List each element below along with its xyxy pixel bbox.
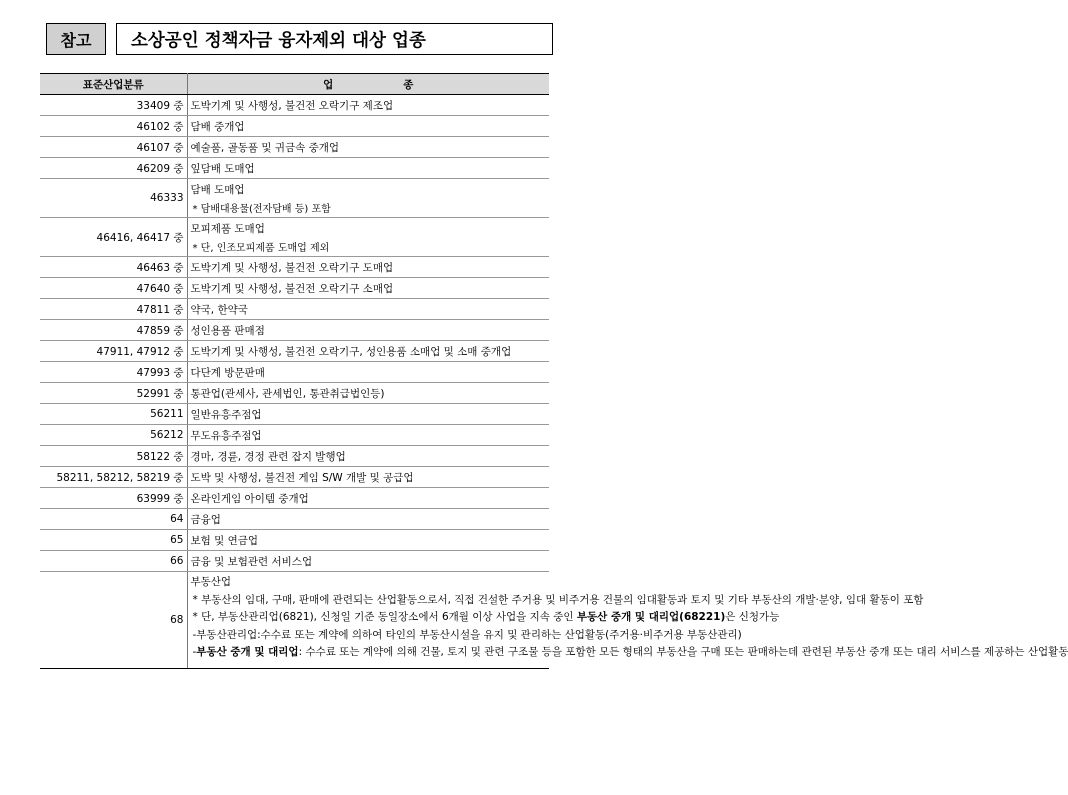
industry-cell bbox=[187, 341, 549, 362]
industry-name: 도박기계 및 사행성, 불건전 오락기구 도매업 bbox=[190, 261, 394, 274]
industry-code: 65 bbox=[40, 530, 187, 551]
exception-text-end: 은 신청가능 bbox=[725, 611, 780, 623]
table-row bbox=[40, 404, 549, 425]
industry-cell bbox=[187, 179, 549, 218]
industry-code: 46209 중 bbox=[40, 158, 187, 179]
table-row bbox=[40, 320, 549, 341]
column-header-industry bbox=[187, 74, 549, 95]
table-row bbox=[40, 95, 549, 116]
industry-name: 금융 및 보험관련 서비스업 bbox=[190, 555, 313, 568]
industry-code: 47859 중 bbox=[40, 320, 187, 341]
industry-code: 47993 중 bbox=[40, 362, 187, 383]
definition-dash: - bbox=[192, 646, 197, 658]
industry-name: 온라인게임 아이템 중개업 bbox=[190, 492, 309, 505]
industry-cell bbox=[187, 383, 549, 404]
industry-cell bbox=[187, 530, 549, 551]
industry-name: 예술품, 골동품 및 귀금속 중개업 bbox=[190, 141, 340, 154]
industry-code: 66 bbox=[40, 551, 187, 572]
industry-code: 58211, 58212, 58219 중 bbox=[40, 467, 187, 488]
industry-cell bbox=[187, 158, 549, 179]
industry-name: 모피제품 도매업 bbox=[190, 222, 265, 235]
industry-cell bbox=[187, 278, 549, 299]
industry-cell bbox=[187, 488, 549, 509]
exception-text: * 단, 부동산관리업(6821), 신청일 기준 동일장소에서 6개월 이상 사업을 지속 중인 bbox=[192, 611, 577, 623]
table-row bbox=[40, 116, 549, 137]
table-row bbox=[40, 488, 549, 509]
industry-cell bbox=[187, 257, 549, 278]
industry-name: 도박기계 및 사행성, 불건전 오락기구 제조업 bbox=[190, 99, 394, 112]
industry-cell bbox=[187, 320, 549, 341]
industry-name: 부동산업 bbox=[190, 576, 232, 588]
industry-note: * 담배대용물(전자담배 등) 포함 bbox=[192, 203, 331, 215]
industry-name: 도박 및 사행성, 불건전 게임 S/W 개발 및 공급업 bbox=[190, 471, 414, 484]
industry-code: 46102 중 bbox=[40, 116, 187, 137]
page-title: 소상공인 정책자금 융자제외 대상 업종 bbox=[116, 23, 553, 55]
industry-code: 47911, 47912 중 bbox=[40, 341, 187, 362]
industry-name: 일반유흥주점업 bbox=[190, 408, 262, 421]
industry-cell bbox=[187, 137, 549, 158]
table-row bbox=[40, 509, 549, 530]
excluded-industries-table bbox=[40, 73, 1068, 669]
industry-exception-note bbox=[191, 609, 780, 627]
table-row bbox=[40, 467, 549, 488]
table-row bbox=[40, 446, 549, 467]
table-row bbox=[40, 530, 549, 551]
industry-name: 무도유흥주점업 bbox=[190, 429, 262, 442]
table-row bbox=[40, 278, 549, 299]
industry-name: 도박기계 및 사행성, 불건전 오락기구, 성인용품 소매업 및 소매 중개업 bbox=[190, 345, 512, 358]
industry-cell bbox=[187, 551, 549, 572]
industry-name: 담배 도매업 bbox=[190, 183, 245, 196]
table-header-row bbox=[40, 74, 549, 95]
reference-tag: 참고 bbox=[46, 23, 106, 55]
column-header-code: 표준산업분류 bbox=[40, 74, 187, 95]
industry-code: 64 bbox=[40, 509, 187, 530]
industry-cell bbox=[187, 116, 549, 137]
industry-cell bbox=[187, 299, 549, 320]
industry-code: 52991 중 bbox=[40, 383, 187, 404]
industry-cell bbox=[187, 218, 549, 257]
table-row bbox=[40, 341, 549, 362]
table-row bbox=[40, 425, 549, 446]
exception-bold-text: 부동산 중개 및 대리업(68221) bbox=[576, 611, 726, 623]
industry-code: 46333 bbox=[40, 179, 187, 218]
industry-name: 도박기계 및 사행성, 불건전 오락기구 소매업 bbox=[190, 282, 394, 295]
industry-cell bbox=[187, 467, 549, 488]
definition-brokerage bbox=[191, 644, 1068, 662]
industry-name: 성인용품 판매점 bbox=[190, 324, 265, 337]
industry-name: 경마, 경륜, 경정 관련 잡지 발행업 bbox=[190, 450, 346, 463]
industry-note: * 부동산의 임대, 구매, 판매에 관련되는 산업활동으로서, 직접 건설한 주거용 및 비주거용 건물의 임대활동과 토지 및 기타 부동산의 개발·분양, 임대 활동이 포함 bbox=[192, 593, 924, 606]
table-row-real-estate bbox=[40, 572, 549, 669]
table-row bbox=[40, 218, 549, 257]
industry-code: 47640 중 bbox=[40, 278, 187, 299]
industry-cell bbox=[187, 425, 549, 446]
industry-code: 56211 bbox=[40, 404, 187, 425]
industry-note: * 단, 인조모피제품 도매업 제외 bbox=[192, 242, 330, 254]
industry-code: 63999 중 bbox=[40, 488, 187, 509]
industry-name: 잎담배 도매업 bbox=[190, 162, 255, 175]
industry-cell bbox=[187, 95, 549, 116]
industry-name: 보험 및 연금업 bbox=[190, 534, 259, 547]
definition-bold-term: 부동산 중개 및 대리업 bbox=[196, 646, 299, 658]
table-row bbox=[40, 299, 549, 320]
industry-code: 46463 중 bbox=[40, 257, 187, 278]
table-row bbox=[40, 179, 549, 218]
industry-code: 68 bbox=[40, 572, 187, 669]
industry-cell bbox=[187, 362, 549, 383]
industry-cell bbox=[187, 572, 1068, 669]
page-header bbox=[46, 23, 553, 57]
industry-cell bbox=[187, 446, 549, 467]
table-row bbox=[40, 551, 549, 572]
table-row bbox=[40, 383, 549, 404]
industry-name: 금융업 bbox=[190, 513, 221, 526]
table-row bbox=[40, 158, 549, 179]
industry-cell bbox=[187, 509, 549, 530]
industry-name: 다단계 방문판매 bbox=[190, 366, 265, 379]
industry-code: 47811 중 bbox=[40, 299, 187, 320]
industry-name: 통관업(관세사, 관세법인, 통관취급법인등) bbox=[190, 387, 385, 400]
industry-cell bbox=[187, 404, 549, 425]
industry-code: 58122 중 bbox=[40, 446, 187, 467]
table-row bbox=[40, 137, 549, 158]
industry-code: 46107 중 bbox=[40, 137, 187, 158]
definition-text: : 수수료 또는 계약에 의해 건물, 토지 및 관련 구조물 등을 포함한 모든 형태의 부동산을 구매 또는 판매하는데 관련된 부동산 중개 또는 대리 서비스를 제공하는 산업활동 bbox=[298, 646, 1068, 658]
industry-name: 약국, 한약국 bbox=[190, 303, 248, 316]
industry-code: 33409 중 bbox=[40, 95, 187, 116]
table-row bbox=[40, 257, 549, 278]
column-header-industry-label: 업종 bbox=[323, 78, 484, 91]
industry-code: 56212 bbox=[40, 425, 187, 446]
industry-code: 46416, 46417 중 bbox=[40, 218, 187, 257]
industry-name: 담배 중개업 bbox=[190, 120, 245, 133]
definition-management: -부동산관리업:수수료 또는 계약에 의하여 타인의 부동산시설을 유지 및 관리하는 산업활동(주거용·비주거용 부동산관리) bbox=[192, 628, 742, 641]
table-row bbox=[40, 362, 549, 383]
